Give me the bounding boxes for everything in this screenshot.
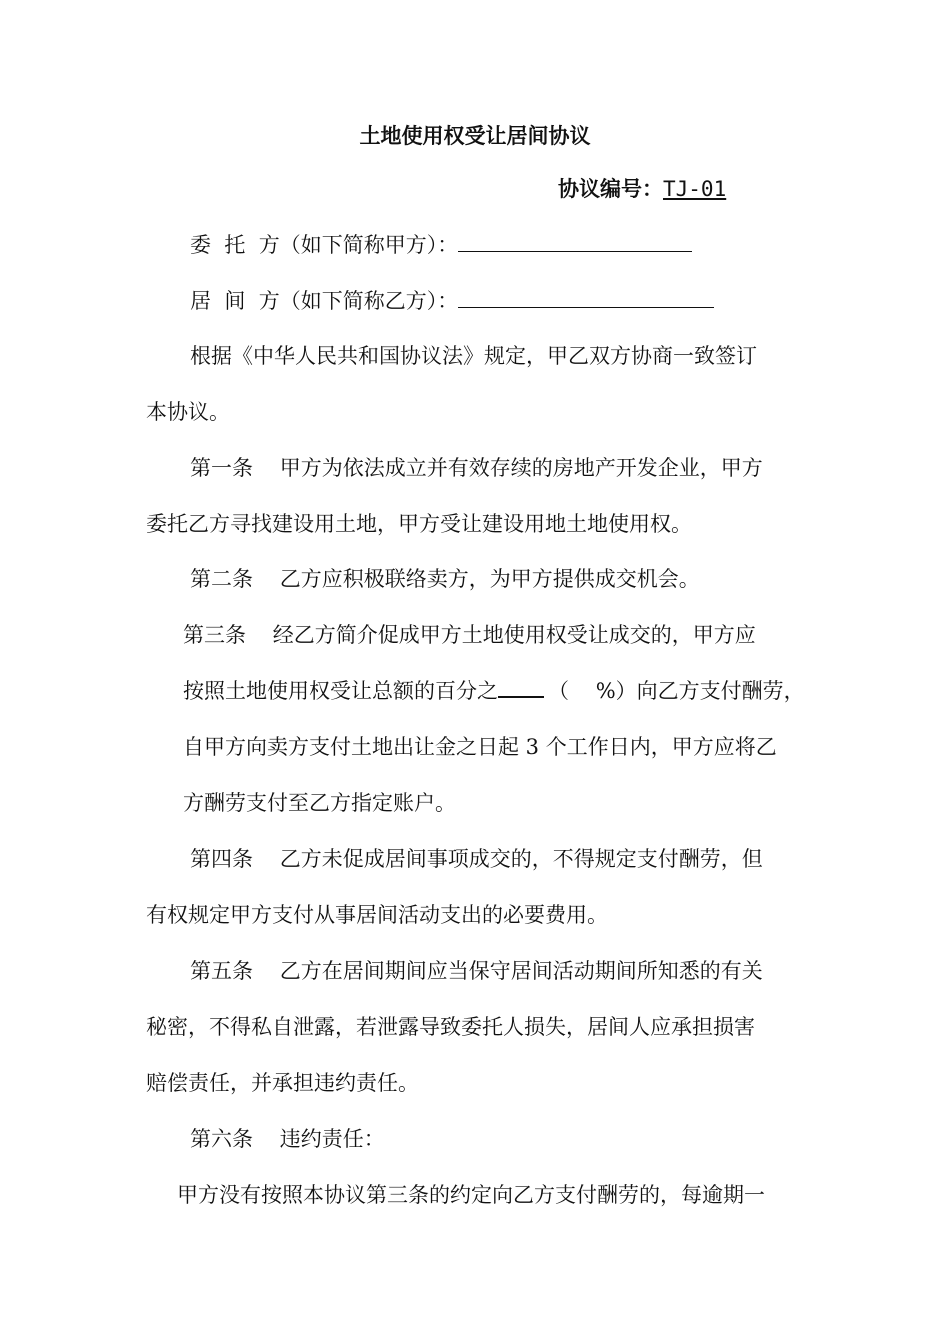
- party-a-label: 委 托 方（如下简称甲方）：: [190, 233, 459, 257]
- party-b-line: [190, 287, 714, 315]
- article-3-line-3: 自甲方向卖方支付土地出让金之日起 3 个工作日内，甲方应将乙: [183, 735, 777, 759]
- preamble-line-1: 根据《中华人民共和国协议法》规定，甲乙双方协商一致签订: [190, 344, 757, 368]
- article-5-line-3: 赔偿责任，并承担违约责任。: [146, 1071, 419, 1095]
- party-a-line: [190, 231, 692, 259]
- article-6-line-1: 第六条 违约责任：: [190, 1127, 385, 1151]
- article-2-line-1: 第二条 乙方应积极联络卖方，为甲方提供成交机会。: [190, 567, 700, 591]
- preamble-line-2: 本协议。: [146, 400, 230, 424]
- party-b-blank: [458, 287, 714, 308]
- article-4-line-2: 有权规定甲方支付从事居间活动支出的必要费用。: [146, 903, 608, 927]
- article-3-line-2-end: （ %）向乙方支付酬劳，: [548, 679, 805, 703]
- agreement-number-value: TJ-01: [663, 177, 727, 201]
- article-5-line-2: 秘密，不得私自泄露，若泄露导致委托人损失，居间人应承担损害: [146, 1015, 755, 1039]
- article-3-line-1: 第三条 经乙方简介促成甲方土地使用权受让成交的，甲方应: [183, 623, 756, 647]
- article-3-line-2: [183, 677, 805, 705]
- article-4-line-1: 第四条 乙方未促成居间事项成交的，不得规定支付酬劳，但: [190, 847, 763, 871]
- agreement-number-label: 协议编号：: [558, 177, 663, 201]
- party-b-label: 居 间 方（如下简称乙方）：: [190, 289, 459, 313]
- article-1-line-2: 委托乙方寻找建设用土地，甲方受让建设用地土地使用权。: [146, 512, 692, 536]
- party-a-blank: [458, 231, 692, 252]
- article-3-line-2-start: 按照土地使用权受让总额的百分之: [183, 679, 498, 703]
- percentage-blank: [498, 678, 544, 698]
- article-1-line-1: 第一条 甲方为依法成立并有效存续的房地产开发企业，甲方: [190, 456, 763, 480]
- article-5-line-1: 第五条 乙方在居间期间应当保守居间活动期间所知悉的有关: [190, 959, 763, 983]
- document-title: 土地使用权受让居间协议: [359, 124, 591, 148]
- article-3-line-4: 方酬劳支付至乙方指定账户。: [183, 791, 456, 815]
- article-6-line-2: 甲方没有按照本协议第三条的约定向乙方支付酬劳的，每逾期一: [177, 1183, 765, 1207]
- agreement-number: [558, 175, 726, 203]
